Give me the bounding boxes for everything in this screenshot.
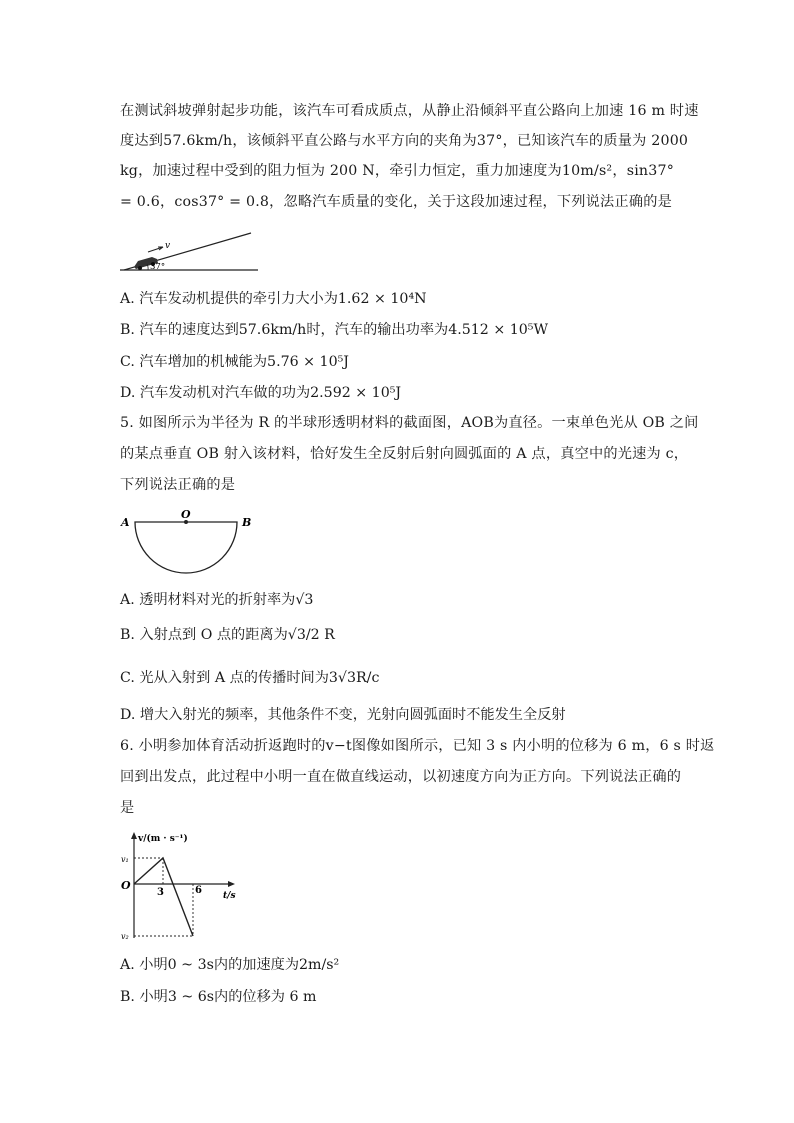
y-axis-label: v/(m · s⁻¹) <box>138 834 188 844</box>
q4-stem-line-1: 在测试斜坡弹射起步功能，该汽车可看成质点，从静止沿倾斜平直公路向上加速 16 m 时速 <box>120 103 699 119</box>
q6-option-a: A. 小明0 ~ 3s内的加速度为2m/s² <box>120 957 340 973</box>
v1-label: v₁ <box>121 855 129 864</box>
label-b: B <box>242 516 252 529</box>
semicircle-outline <box>135 522 237 573</box>
angle-label: 37° <box>150 262 166 272</box>
y-axis-arrow <box>131 832 137 839</box>
semicircle-figure <box>118 506 258 582</box>
q5-stem-line-2: 的某点垂直 OB 射入该材料，恰好发生全反射后射向圆弧面的 A 点，真空中的光速为 c， <box>120 446 689 462</box>
q4-stem-line-2: 度达到57.6km/h，该倾斜平直公路与水平方向的夹角为37°，已知该汽车的质量为 2000 <box>120 133 689 149</box>
incline-figure <box>118 228 263 276</box>
vt-graph <box>116 828 246 944</box>
q5-stem-line-1: 5. 如图所示为半径为 R 的半球形透明材料的截面图，AOB为直径。一束单色光从 OB 之间 <box>120 415 699 431</box>
q4-option-d: D. 汽车发动机对汽车做的功为2.592 × 10⁵J <box>120 385 402 401</box>
velocity-label: v <box>165 241 171 251</box>
q6-stem-line-3: 是 <box>120 800 135 816</box>
q4-option-b: B. 汽车的速度达到57.6km/h时，汽车的输出功率为4.512 × 10⁵W <box>120 322 549 338</box>
q5-option-b: B. 入射点到 O 点的距离为√3/2 R <box>120 627 335 643</box>
q5-option-a: A. 透明材料对光的折射率为√3 <box>120 592 314 608</box>
q5-option-c: C. 光从入射到 A 点的传播时间为3√3R/c <box>120 670 380 686</box>
q5-option-d: D. 增大入射光的频率，其他条件不变，光射向圆弧面时不能发生全反射 <box>120 707 566 723</box>
t3-label: 3 <box>157 887 164 898</box>
label-o: O <box>181 508 191 521</box>
t6-label: 6 <box>195 885 202 896</box>
origin-label: O <box>121 879 131 892</box>
q4-option-c: C. 汽车增加的机械能为5.76 × 10⁵J <box>120 354 349 370</box>
x-axis-arrow <box>228 881 235 887</box>
velocity-arrow <box>148 247 163 252</box>
q6-option-b: B. 小明3 ~ 6s内的位移为 6 m <box>120 989 317 1005</box>
q6-stem-line-1: 6. 小明参加体育活动折返跑时的v−t图像如图所示，已知 3 s 内小明的位移为 6 m，6 s 时返 <box>120 738 715 754</box>
q6-stem-line-2: 回到出发点，此过程中小明一直在做直线运动，以初速度方向为正方向。下列说法正确的 <box>120 769 682 785</box>
q4-option-a: A. 汽车发动机提供的牵引力大小为1.62 × 10⁴N <box>120 291 427 307</box>
v2-label: v₂ <box>121 932 129 941</box>
q4-stem-line-3: kg，加速过程中受到的阻力恒为 200 N，牵引力恒定，重力加速度为10m/s²，sin37° <box>120 163 675 179</box>
label-a: A <box>121 516 130 529</box>
q4-stem-line-4: = 0.6，cos37° = 0.8，忽略汽车质量的变化，关于这段加速过程，下列说法正确的是 <box>120 194 672 210</box>
x-axis-label: t/s <box>223 891 236 901</box>
q5-stem-line-3: 下列说法正确的是 <box>120 477 236 493</box>
